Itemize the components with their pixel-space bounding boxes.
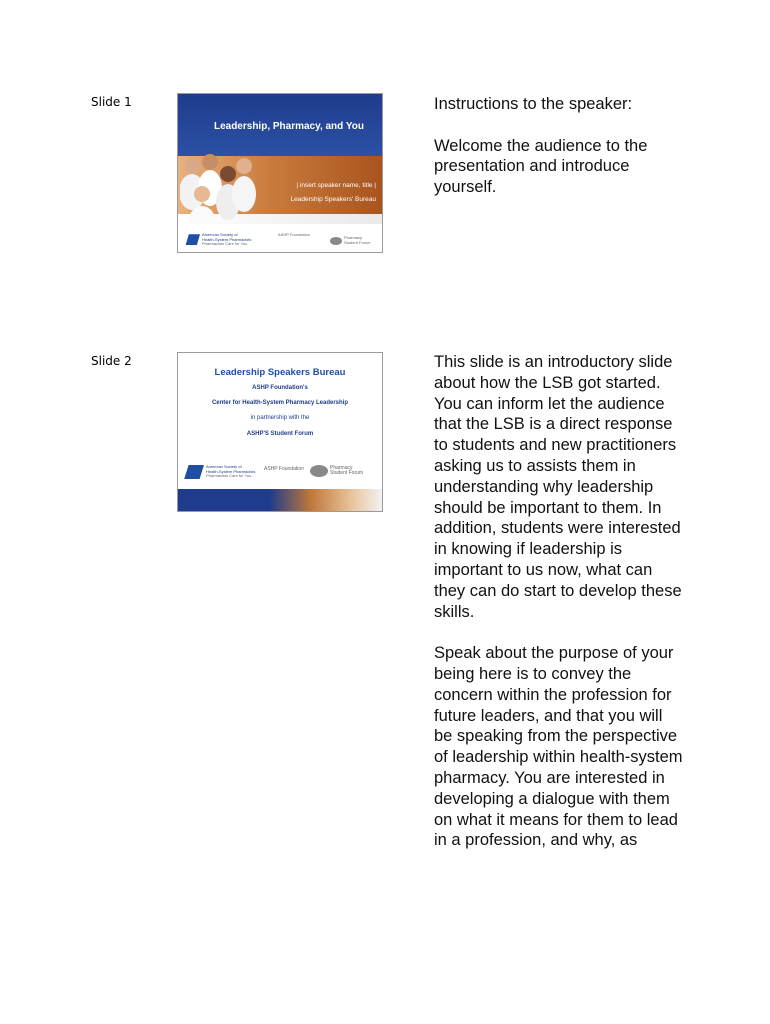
slide-1-thumbnail bbox=[177, 93, 383, 253]
foundation-label: ASHP Foundation bbox=[264, 466, 304, 472]
slide-title: Leadership Speakers Bureau bbox=[214, 367, 346, 378]
student-forum-logo bbox=[330, 236, 370, 245]
ashp-logo-line1: American Society of bbox=[202, 232, 238, 237]
partnership-line: in partnership with the bbox=[250, 415, 310, 421]
notes-paragraph: This slide is an introductory slide about how the LSB got started. You can inform let the audience that the LSB is a direct response to students and new practitioners asking us to assists them in understanding why leadership should be important to them. In addition, students were interested in knowing if leadership is important to us now, what can they can do start to develop these skills. bbox=[434, 353, 682, 621]
notes-paragraph: Welcome the audience to the presentation and introduce yourself. bbox=[434, 136, 648, 197]
notes-paragraph: Instructions to the speaker: bbox=[434, 95, 633, 113]
ashp-foundation-logo bbox=[264, 467, 304, 472]
ashp-logo-line2: Health-System Pharmacists bbox=[206, 468, 256, 474]
slide-2-notes bbox=[434, 352, 684, 872]
globe-icon bbox=[310, 465, 328, 477]
psf-line2: Student Forum bbox=[330, 470, 364, 476]
slide-1-notes bbox=[434, 94, 684, 219]
ashp-mark-icon bbox=[182, 465, 204, 479]
foundation-line: ASHP Foundation's bbox=[252, 385, 308, 391]
people-photo-icon bbox=[180, 144, 260, 224]
ashp-logo-line1: American Society of bbox=[206, 464, 242, 470]
psf-line1: Pharmacy bbox=[344, 235, 363, 240]
psf-line2: Student Forum bbox=[344, 239, 371, 245]
foundation-label: ASHP Foundation bbox=[278, 232, 310, 237]
ashp-mark-icon bbox=[184, 234, 200, 245]
ashp-logo-line3: Pharmacists Care for You bbox=[202, 241, 248, 246]
notes-paragraph: Speak about the purpose of your being here is to convey the concern within the profession for future leaders, and that you will be speaking from the perspective of leadership within health-system pharmacy. You are interested in developing a dialogue with them on what it means for them to lead in a profession, and why, as bbox=[434, 644, 683, 850]
slide-bottom-band bbox=[178, 489, 382, 512]
student-forum-logo bbox=[310, 465, 363, 477]
student-forum-line: ASHP'S Student Forum bbox=[246, 431, 314, 437]
ashp-logo-line2: Health-System Pharmacists bbox=[202, 236, 252, 242]
slide-1-label: Slide 1 bbox=[91, 95, 132, 109]
slide-2-thumbnail bbox=[177, 352, 383, 512]
center-line: Center for Health-System Pharmacy Leadership bbox=[211, 400, 349, 406]
speaker-name-placeholder: | insert speaker name, title | bbox=[296, 182, 376, 189]
bureau-label: Leadership Speakers' Bureau bbox=[290, 196, 376, 203]
slide-title: Leadership, Pharmacy, and You bbox=[213, 121, 365, 132]
slide-2-label: Slide 2 bbox=[91, 354, 132, 368]
psf-line1: Pharmacy bbox=[330, 464, 353, 471]
ashp-logo bbox=[182, 465, 255, 479]
ashp-logo-line3: Pharmacists Care for You bbox=[206, 473, 252, 479]
globe-icon bbox=[330, 237, 342, 245]
ashp-foundation-logo bbox=[278, 233, 310, 238]
ashp-logo bbox=[184, 233, 251, 247]
